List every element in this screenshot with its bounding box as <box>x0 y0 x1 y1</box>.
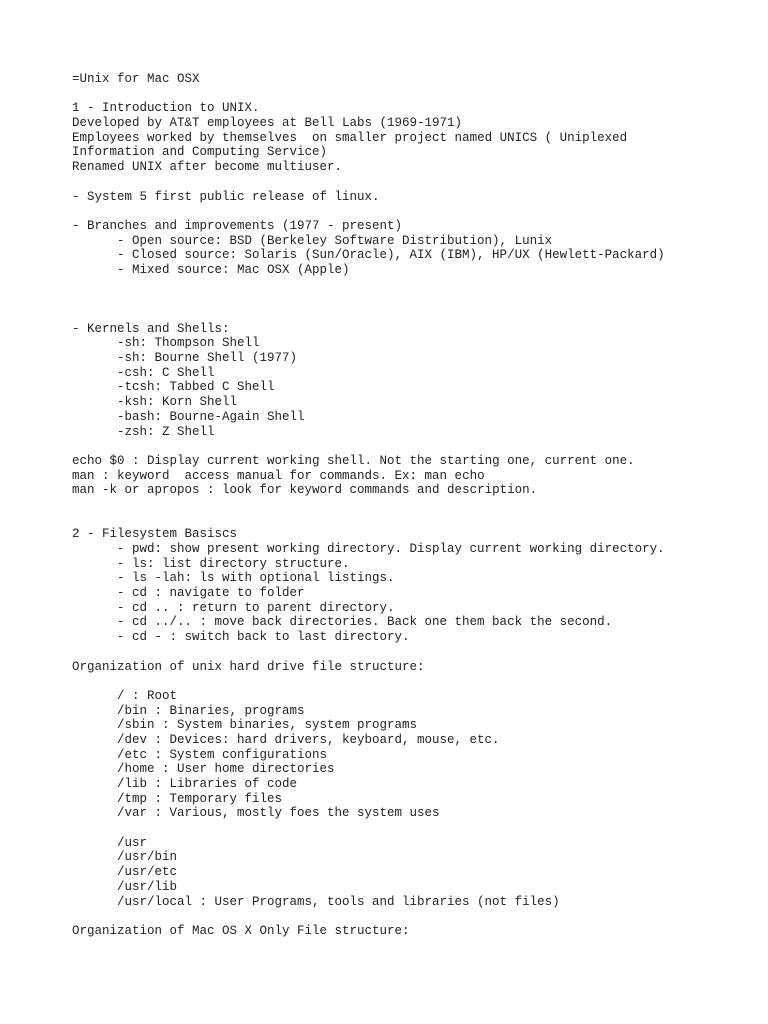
dir-entry: /bin : Binaries, programs <box>117 703 305 718</box>
dir-entry: / : Root <box>117 688 178 703</box>
shell-item: -sh: Thompson Shell <box>117 336 260 351</box>
filesystem-item: - ls -lah: ls with optional listings. <box>117 571 395 586</box>
dir-entry: /etc : System configurations <box>117 747 328 762</box>
command-note: man : keyword access manual for commands. Ex: man echo <box>72 468 485 483</box>
filesystem-heading: 2 - Filesystem Basiscs <box>72 527 238 542</box>
branches-item: - Mixed source: Mac OSX (Apple) <box>117 262 350 277</box>
filesystem-item: - cd : navigate to folder <box>117 586 305 601</box>
usr-entry: /usr/bin <box>117 850 178 865</box>
intro-line: Developed by AT&T employees at Bell Labs (1969-1971) <box>72 116 463 131</box>
document-page <box>72 72 752 939</box>
intro-line: Information and Computing Service) <box>72 145 328 160</box>
filesystem-item: - cd - : switch back to last directory. <box>117 630 410 645</box>
filesystem-item: - pwd: show present working directory. Display current working directory. <box>117 542 665 556</box>
shell-item: -csh: C Shell <box>117 365 215 380</box>
kernels-heading: - Kernels and Shells: <box>72 321 230 336</box>
usr-entry: /usr/lib <box>117 879 178 894</box>
branches-item: - Open source: BSD (Berkeley Software Distribution), Lunix <box>117 233 553 248</box>
shell-item: -zsh: Z Shell <box>117 424 215 439</box>
shell-item: -bash: Bourne-Again Shell <box>117 409 305 424</box>
shell-item: -tcsh: Tabbed C Shell <box>117 380 275 395</box>
dir-entry: /dev : Devices: hard drivers, keyboard, mouse, etc. <box>117 732 500 747</box>
dir-entry: /tmp : Temporary files <box>117 791 283 806</box>
usr-entry: /usr <box>117 835 148 850</box>
mac-structure-heading: Organization of Mac OS X Only File structure: <box>72 923 410 938</box>
system5-note: - System 5 first public release of linux. <box>72 189 380 204</box>
intro-line: Renamed UNIX after become multiuser. <box>72 160 343 175</box>
command-note: man -k or apropos : look for keyword commands and description. <box>72 483 538 498</box>
dir-entry: /lib : Libraries of code <box>117 777 298 791</box>
unix-structure-heading: Organization of unix hard drive file structure: <box>72 659 425 674</box>
filesystem-item: - cd ../.. : move back directories. Back one them back the second. <box>117 615 613 630</box>
filesystem-item: - ls: list directory structure. <box>117 556 350 571</box>
shell-item: -sh: Bourne Shell (1977) <box>117 351 298 366</box>
usr-entry: /usr/local : User Programs, tools and libraries (not files) <box>117 894 560 909</box>
branches-heading: - Branches and improvements (1977 - present) <box>72 218 403 233</box>
dir-entry: /sbin : System binaries, system programs <box>117 718 418 733</box>
dir-entry: /home : User home directories <box>117 762 335 777</box>
branches-item: - Closed source: Solaris (Sun/Oracle), AIX (IBM), HP/UX (Hewlett-Packard) <box>117 248 665 263</box>
document-title: =Unix for Mac OSX <box>72 72 200 86</box>
intro-line: Employees worked by themselves on smaller project named UNICS ( Uniplexed <box>72 130 628 145</box>
command-note: echo $0 : Display current working shell. Not the starting one, current one. <box>72 453 635 468</box>
dir-entry: /var : Various, mostly foes the system uses <box>117 806 440 821</box>
intro-heading: 1 - Introduction to UNIX. <box>72 101 260 116</box>
usr-entry: /usr/etc <box>117 865 178 880</box>
shell-item: -ksh: Korn Shell <box>117 395 238 410</box>
filesystem-item: - cd .. : return to parent directory. <box>117 600 395 615</box>
